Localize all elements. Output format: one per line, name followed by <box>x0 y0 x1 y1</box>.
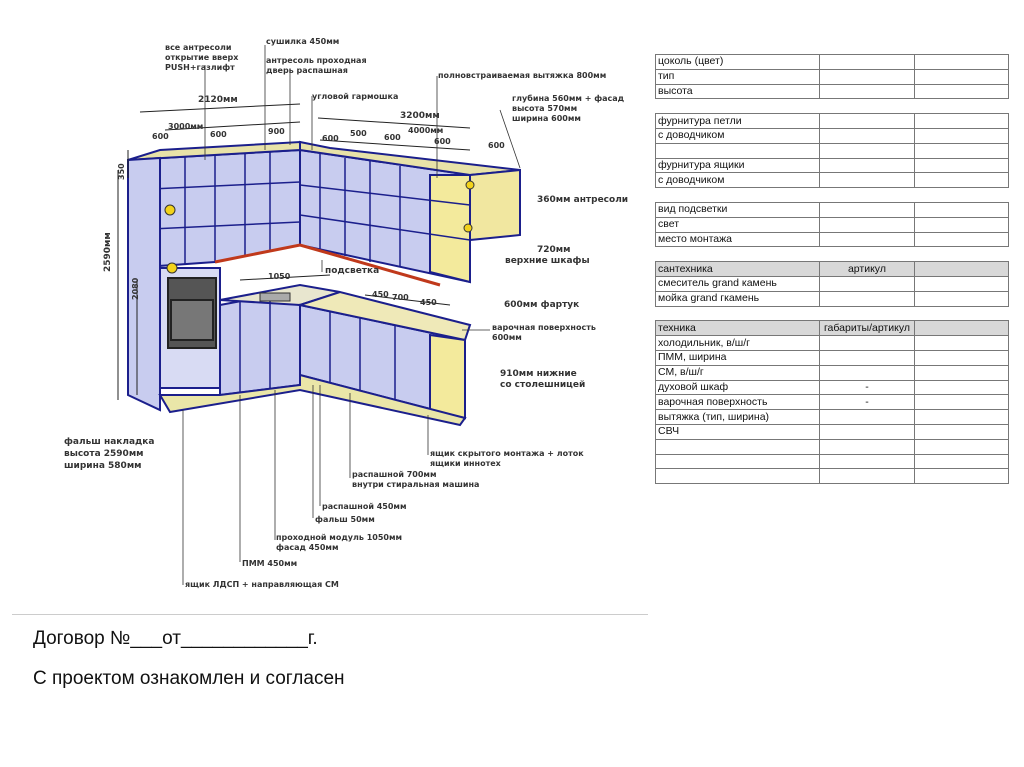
dim-700: 700 <box>392 293 409 302</box>
label-innotech-drawers: ящики иннотех <box>430 459 501 468</box>
spec-cell-c2 <box>820 336 915 351</box>
spec-cell-c3 <box>914 336 1008 351</box>
spec-cell-c2 <box>820 410 915 425</box>
spec-cell-c1: вытяжка (тип, ширина) <box>656 410 820 425</box>
spec-cell-c2 <box>820 128 915 143</box>
label-apron: 600мм фартук <box>504 300 580 310</box>
dim-900: 900 <box>268 127 285 136</box>
spec-cell-c2 <box>820 99 915 114</box>
spec-row <box>656 158 1009 173</box>
spec-row <box>656 69 1009 84</box>
spec-row <box>656 173 1009 188</box>
label-width: ширина 600мм <box>512 114 581 123</box>
label-countertop: со столешницей <box>500 380 586 390</box>
spec-cell-c3 <box>914 380 1008 395</box>
spec-cell-c2 <box>820 217 915 232</box>
label-depth: глубина 560мм + фасад <box>512 94 625 103</box>
spec-cell-c1: с доводчиком <box>656 128 820 143</box>
spec-row <box>656 202 1009 217</box>
label-panel-height: высота 2590мм <box>64 449 144 459</box>
dim-2080: 2080 <box>131 277 140 300</box>
spot-light <box>464 224 472 232</box>
spec-cell-c1: фурнитура петли <box>656 114 820 129</box>
label-false-50: фальш 50мм <box>315 515 375 524</box>
spec-row <box>656 291 1009 306</box>
spec-cell-c1 <box>656 188 820 203</box>
spec-cell-c3 <box>914 55 1008 70</box>
label-pass-module: проходной модуль 1050мм <box>276 533 403 542</box>
spec-cell-c1: высота <box>656 84 820 99</box>
label-chipboard-drawer: ящик ЛДСП + направляющая СМ <box>185 580 339 589</box>
spec-cell-c3 <box>914 128 1008 143</box>
label-upper-height: 720мм <box>537 245 571 255</box>
spec-cell-c2: - <box>820 395 915 410</box>
spec-gap-row <box>656 188 1009 203</box>
spec-gap-row <box>656 247 1009 262</box>
label-corner-accordion: угловой гармошка <box>312 92 399 101</box>
spec-row <box>656 143 1009 158</box>
spec-cell-c3 <box>914 188 1008 203</box>
spec-cell-c2 <box>820 114 915 129</box>
spec-cell-c1: цоколь (цвет) <box>656 55 820 70</box>
label-height: высота 570мм <box>512 104 578 113</box>
dim-1050: 1050 <box>268 272 291 281</box>
label-mezzanine-height: 360мм антресоли <box>537 195 629 205</box>
spec-row <box>656 380 1009 395</box>
spec-cell-c3 <box>914 158 1008 173</box>
spec-cell-c2 <box>820 350 915 365</box>
spec-cell-c2 <box>820 202 915 217</box>
label-push-gaslift: PUSH+газлифт <box>165 63 235 72</box>
spot-light <box>167 263 177 273</box>
footer-divider <box>12 614 648 615</box>
spec-cell-c3 <box>914 217 1008 232</box>
dim-right-run: 3200мм <box>400 111 440 121</box>
spec-cell-c3 <box>914 424 1008 439</box>
spec-row <box>656 232 1009 247</box>
label-upper-cabinets: верхние шкафы <box>505 256 590 266</box>
spec-cell-c1: свет <box>656 217 820 232</box>
spec-row <box>656 454 1009 469</box>
spec-cell-c1: вид подсветки <box>656 202 820 217</box>
spec-row <box>656 336 1009 351</box>
spec-cell-c2 <box>820 84 915 99</box>
spec-cell-c3 <box>914 84 1008 99</box>
dim-600: 600 <box>322 134 339 143</box>
dim-right-total: 4000мм <box>408 126 444 135</box>
spec-cell-c1: СМ, в/ш/г <box>656 365 820 380</box>
spec-cell-c1: тип <box>656 69 820 84</box>
label-dishwasher: ПММ 450мм <box>242 559 298 568</box>
spec-cell-c3 <box>914 202 1008 217</box>
label-hob-size: 600мм <box>492 333 522 342</box>
spec-row <box>656 114 1009 129</box>
spec-cell-c2 <box>820 291 915 306</box>
label-hob: варочная поверхность <box>492 323 596 332</box>
label-washing-machine: внутри стиральная машина <box>352 480 480 489</box>
dim-total-height: 2590мм <box>103 232 113 272</box>
label-hinged-700: распашной 700мм <box>352 470 437 479</box>
label-hinged-450: распашной 450мм <box>322 502 407 511</box>
spec-row <box>656 84 1009 99</box>
spec-row <box>656 439 1009 454</box>
spec-cell-c1: место монтажа <box>656 232 820 247</box>
spec-cell-c2 <box>820 188 915 203</box>
dim-500: 500 <box>350 129 367 138</box>
spec-cell-c3 <box>914 99 1008 114</box>
spec-cell-c1 <box>656 469 820 484</box>
dim-600: 600 <box>384 133 401 142</box>
spec-row <box>656 217 1009 232</box>
spec-cell-c3 <box>914 114 1008 129</box>
upper-cabinets-right <box>300 142 520 282</box>
spec-cell-c2: артикул <box>820 262 915 277</box>
label-hidden-drawer: ящик скрытого монтажа + лоток <box>430 449 584 458</box>
spec-cell-c1: сантехника <box>656 262 820 277</box>
dim-450: 450 <box>420 298 437 307</box>
agreement-line: С проектом ознакомлен и согласен <box>33 668 345 689</box>
spec-cell-c3 <box>914 365 1008 380</box>
spec-gap-row <box>656 306 1009 321</box>
spec-row <box>656 276 1009 291</box>
spec-row <box>656 395 1009 410</box>
label-backlight: подсветка <box>325 266 380 276</box>
spec-cell-c1: техника <box>656 321 820 336</box>
label-lower-height: 910мм нижние <box>500 369 577 379</box>
spec-cell-c3 <box>914 350 1008 365</box>
dim-600: 600 <box>152 132 169 141</box>
dim-600: 600 <box>488 141 505 150</box>
sink <box>260 293 290 301</box>
spec-cell-c1 <box>656 247 820 262</box>
label-open-up: открытие вверх <box>165 53 239 62</box>
dim-left-run: 2120мм <box>198 95 238 105</box>
spec-cell-c1: с доводчиком <box>656 173 820 188</box>
spec-cell-c2 <box>820 454 915 469</box>
dim-450: 450 <box>372 290 389 299</box>
spec-cell-c3 <box>914 395 1008 410</box>
spot-light <box>165 205 175 215</box>
spec-table-body <box>656 55 1009 484</box>
spec-cell-c1 <box>656 454 820 469</box>
spec-row <box>656 55 1009 70</box>
spec-cell-c1: фурнитура ящики <box>656 158 820 173</box>
spec-cell-c3 <box>914 291 1008 306</box>
spec-cell-c3 <box>914 247 1008 262</box>
spec-cell-c3 <box>914 232 1008 247</box>
spec-cell-c2 <box>820 158 915 173</box>
spec-cell-c1: ПММ, ширина <box>656 350 820 365</box>
label-hinged-door: дверь распашная <box>266 66 348 75</box>
spec-cell-c2 <box>820 365 915 380</box>
dim-left-total: 3000мм <box>168 122 204 131</box>
spec-table <box>655 54 1009 484</box>
label-panel-width: ширина 580мм <box>64 461 142 471</box>
label-dryer: сушилка 450мм <box>266 37 340 46</box>
spec-cell-c2 <box>820 143 915 158</box>
spec-cell-c2 <box>820 469 915 484</box>
spec-gap-row <box>656 99 1009 114</box>
spec-cell-c1: холодильник, в/ш/г <box>656 336 820 351</box>
spec-cell-c1: духовой шкаф <box>656 380 820 395</box>
spec-cell-c1 <box>656 306 820 321</box>
dim-600: 600 <box>434 137 451 146</box>
spec-cell-c3 <box>914 321 1008 336</box>
spec-cell-c3 <box>914 306 1008 321</box>
spec-cell-c2 <box>820 276 915 291</box>
spec-cell-c3 <box>914 173 1008 188</box>
kitchen-drawing <box>0 0 650 600</box>
spec-cell-c3 <box>914 262 1008 277</box>
spec-row <box>656 365 1009 380</box>
spec-cell-c1 <box>656 99 820 114</box>
spec-cell-c1: СВЧ <box>656 424 820 439</box>
spec-cell-c1: смеситель grand камень <box>656 276 820 291</box>
label-facade-450: фасад 450мм <box>276 543 339 552</box>
spec-cell-c3 <box>914 454 1008 469</box>
spec-cell-c3 <box>914 410 1008 425</box>
label-built-in-hood: полновстраиваемая вытяжка 800мм <box>438 71 607 80</box>
label-false-panel: фальш накладка <box>64 437 155 447</box>
spec-cell-c3 <box>914 69 1008 84</box>
label-pass-mezzanine: антресоль проходная <box>266 56 367 65</box>
spec-cell-c2 <box>820 424 915 439</box>
contract-line: Договор №___от____________г. <box>33 628 318 649</box>
spec-cell-c1: варочная поверхность <box>656 395 820 410</box>
spec-cell-c2 <box>820 55 915 70</box>
spot-light <box>466 181 474 189</box>
spec-cell-c3 <box>914 143 1008 158</box>
spec-cell-c3 <box>914 439 1008 454</box>
spec-cell-c2 <box>820 232 915 247</box>
spec-row <box>656 128 1009 143</box>
spec-cell-c2 <box>820 173 915 188</box>
spec-cell-c2 <box>820 439 915 454</box>
spec-row <box>656 321 1009 336</box>
spec-cell-c3 <box>914 469 1008 484</box>
spec-row <box>656 469 1009 484</box>
spec-cell-c1 <box>656 439 820 454</box>
dim-350: 350 <box>117 163 126 180</box>
spec-cell-c2 <box>820 69 915 84</box>
spec-cell-c1 <box>656 143 820 158</box>
spec-cell-c2 <box>820 306 915 321</box>
spec-cell-c2 <box>820 247 915 262</box>
dim-600: 600 <box>210 130 227 139</box>
spec-cell-c3 <box>914 276 1008 291</box>
spec-cell-c2: - <box>820 380 915 395</box>
label-all-mezzanines: все антресоли <box>165 43 232 52</box>
spec-row <box>656 350 1009 365</box>
spec-row <box>656 262 1009 277</box>
spec-row <box>656 410 1009 425</box>
spec-cell-c1: мойка grand гкамень <box>656 291 820 306</box>
spec-row <box>656 424 1009 439</box>
spec-cell-c2: габариты/артикул <box>820 321 915 336</box>
